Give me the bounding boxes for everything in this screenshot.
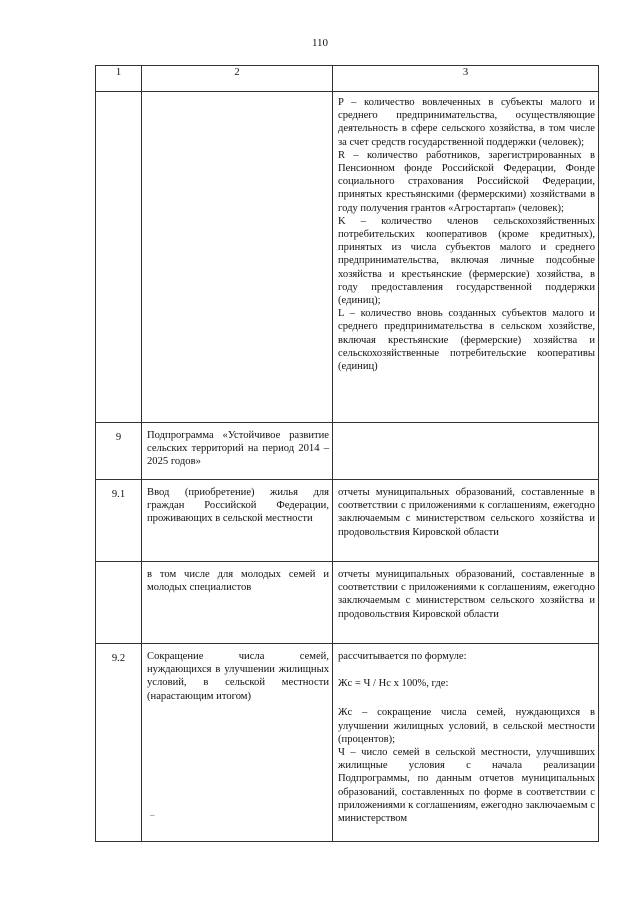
indicators-table [95, 65, 599, 842]
table-row-continuation [96, 92, 599, 423]
table-row-9-2 [96, 644, 599, 842]
indicator-method [333, 644, 599, 842]
row-number: 9.2 [96, 644, 142, 842]
table-row-9-1 [96, 480, 599, 562]
definition-zhs: Жс – сокращение числа семей, нуждающихся в улучшении жилищных условий, в сельской местности (процентов); [338, 707, 595, 745]
stray-mark: – [150, 810, 155, 820]
subprogram-title: Подпрограмма «Устойчивое развитие сельских территорий на период 2014 – 2025 годов» [142, 423, 333, 480]
cell-method [333, 92, 599, 423]
indicator-name: Ввод (приобретение) жилья для граждан Российской Федерации, проживающих в сельской местности [142, 480, 333, 562]
indicator-name: Сокращение числа семей, нуждающихся в улучшении жилищных условий, в сельской местности (нарастающим итогом) [142, 644, 333, 842]
table-row-9 [96, 423, 599, 480]
table-header-row [96, 66, 599, 92]
indicator-source: отчеты муниципальных образований, составленные в соответствии с приложениями к соглашениям, ежегодно заключаемым с министерством сельского хозяйства и продовольствия Кировской области [333, 480, 599, 562]
definition-r: R – количество работников, зарегистрированных в Пенсионном фонде Российской Федерации, Фонде социального страхования Российской Федерации, принятых крестьянскими (фермерскими) хозяйствами в году получения грантов «Агростартап» (человек); [338, 149, 595, 214]
definition-l: L – количество вновь созданных субъектов малого и среднего предпринимательства в сельском хозяйстве, включая крестьянские (фермерские) хозяйства и сельскохозяйственные потребительские кооперативы (единиц) [338, 308, 595, 373]
formula-intro: рассчитывается по формуле: [338, 651, 467, 662]
cell-name [142, 92, 333, 423]
cell-method [333, 423, 599, 480]
row-number: 9 [96, 423, 142, 480]
header-col-1: 1 [96, 66, 142, 92]
definition-ch: Ч – число семей в сельской местности, улучшивших жилищные условия с начала реализации Подпрограммы, по данным отчетов муниципальных образований, составленных по форме в соответствии с приложениями к соглашениям, ежегодно заключаемым с министерством [338, 747, 595, 825]
row-number [96, 562, 142, 644]
definition-p: P – количество вовлеченных в субъекты малого и среднего предпринимательства, осуществляющие деятельность в сфере сельского хозяйства, в том числе за счет средств государственной поддержки (человек); [338, 97, 595, 148]
header-col-3: 3 [333, 66, 599, 92]
definition-k: K – количество членов сельскохозяйственных потребительских кооперативов (кроме кредитных), принятых из числа субъектов малого и среднего предпринимательства, включая личные подсобные хозяйства и крестьянские (фермерские) хозяйства, в году предоставления государственной поддержки (единиц); [338, 215, 595, 307]
page-number: 110 [311, 37, 329, 49]
indicator-name: в том числе для молодых семей и молодых специалистов [142, 562, 333, 644]
header-col-2: 2 [142, 66, 333, 92]
table-row-9-1-young [96, 562, 599, 644]
cell-num [96, 92, 142, 423]
row-number: 9.1 [96, 480, 142, 562]
formula: Жс = Ч / Нс х 100%, где: [338, 678, 449, 690]
indicator-source: отчеты муниципальных образований, составленные в соответствии с приложениями к соглашениям, ежегодно заключаемым с министерством сельского хозяйства и продовольствия Кировской области [333, 562, 599, 644]
